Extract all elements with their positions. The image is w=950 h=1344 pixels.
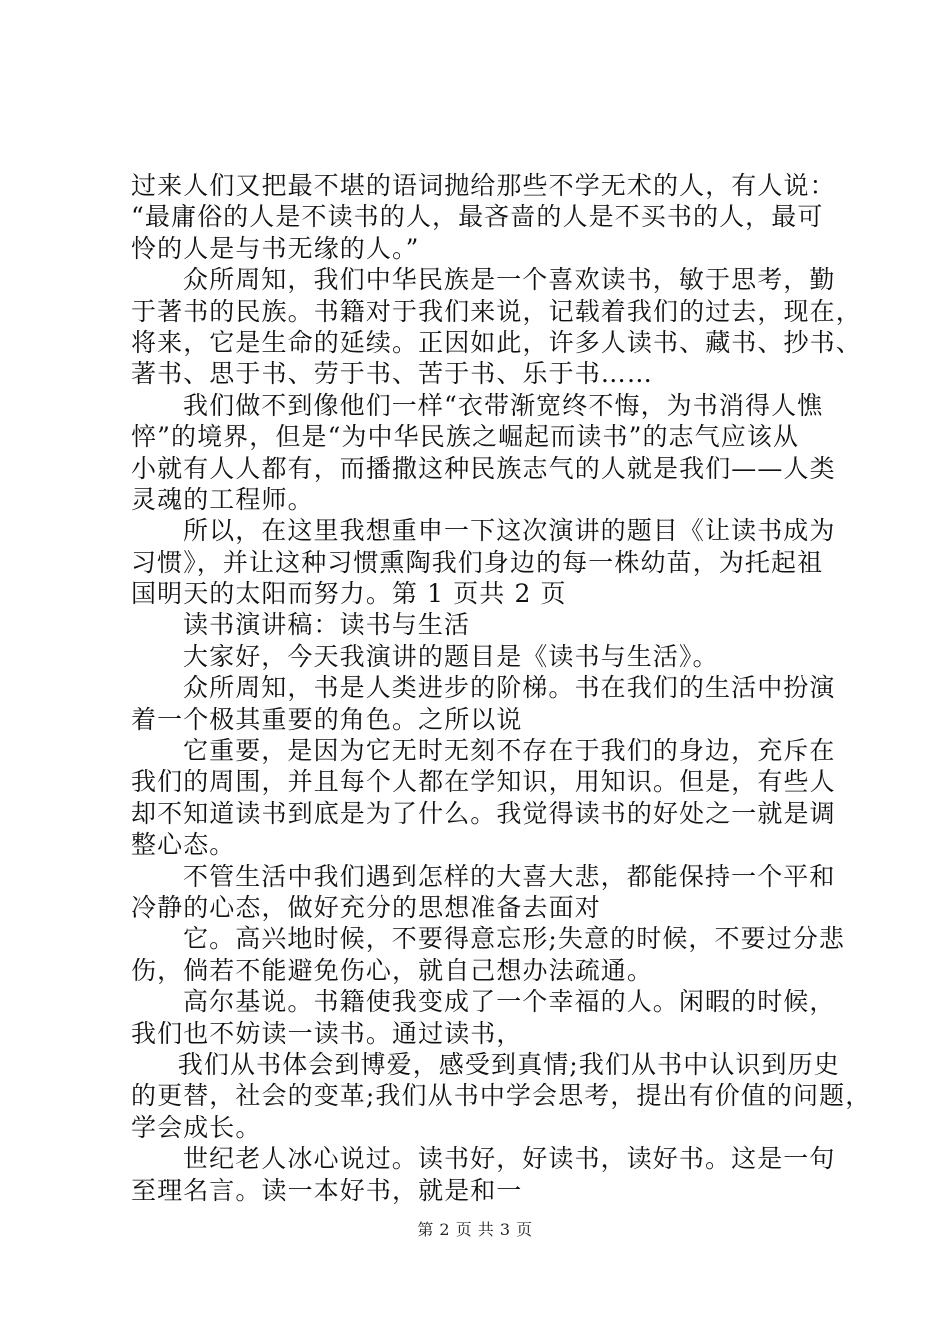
- text-line: 读书演讲稿：读书与生活: [183, 610, 471, 640]
- text-line: 不管生活中我们遇到怎样的大喜大悲，都能保持一个平和: [183, 861, 836, 891]
- text-line: 将来，它是生命的延续。正因如此，许多人读书、藏书、抄书、: [131, 327, 862, 357]
- text-line: 世纪老人冰心说过。读书好，好读书，读好书。这是一句: [183, 1144, 836, 1174]
- text-line: 整心态。: [131, 830, 236, 860]
- text-line: 它。高兴地时候，不要得意忘形;失意的时候，不要过分悲: [183, 924, 846, 954]
- text-line: 高尔基说。书籍使我变成了一个幸福的人。闲暇的时候，: [183, 987, 836, 1017]
- text-line: 我们从书体会到博爱，感受到真情;我们从书中认识到历史: [177, 1049, 840, 1079]
- text-line: 于著书的民族。书籍对于我们来说，记载着我们的过去，现在，: [131, 296, 862, 326]
- text-line: 学会成长。: [131, 1112, 262, 1142]
- text-line: 小就有人人都有，而播撒这种民族志气的人就是我们——人类: [131, 453, 836, 483]
- text-line: 却不知道读书到底是为了什么。我觉得读书的好处之一就是调: [131, 798, 836, 828]
- text-line: 着一个极其重要的角色。之所以说: [131, 704, 523, 734]
- text-line: 众所周知，我们中华民族是一个喜欢读书，敏于思考，勤: [183, 265, 836, 295]
- text-line: 我们的周围，并且每个人都在学知识，用知识。但是，有些人: [131, 767, 836, 797]
- text-line: 所以，在这里我想重申一下这次演讲的题目《让读书成为: [183, 516, 836, 546]
- page-footer: 第 2 页 共 3 页: [417, 1220, 533, 1239]
- text-line: 我们也不妨读一读书。通过读书，: [131, 1018, 523, 1048]
- text-line: 的更替，社会的变革;我们从书中学会思考，提出有价值的问题，: [131, 1081, 872, 1111]
- text-line: 冷静的心态，做好充分的思想准备去面对: [131, 892, 601, 922]
- text-line: 过来人们又把最不堪的语词抛给那些不学无术的人，有人说：: [131, 171, 836, 200]
- text-line: 众所周知，书是人类进步的阶梯。书在我们的生活中扮演: [183, 673, 836, 703]
- text-line: 习惯》，并让这种习惯熏陶我们身边的每一株幼苗，为托起祖: [131, 547, 824, 577]
- text-line: 悴”的境界，但是“为中华民族之崛起而读书”的志气应该从: [131, 422, 800, 452]
- text-line: “最庸俗的人是不读书的人，最吝啬的人是不买书的人，最可: [131, 202, 824, 232]
- text-line: 它重要，是因为它无时无刻不存在于我们的身边，充斥在: [183, 736, 836, 766]
- text-line: 灵魂的工程师。: [131, 484, 314, 514]
- text-line: 伤，倘若不能避免伤心，就自己想办法疏通。: [131, 955, 654, 985]
- text-line: 大家好，今天我演讲的题目是《读书与生活》。: [183, 641, 719, 671]
- text-line: 国明天的太阳而努力。第 1 页共 2 页: [131, 579, 567, 609]
- text-line: 至理名言。读一本好书，就是和一: [131, 1175, 523, 1205]
- text-line: 我们做不到像他们一样“衣带渐宽终不悔，为书消得人憔: [183, 390, 824, 420]
- text-line: 怜的人是与书无缘的人。”: [131, 233, 420, 263]
- document-body: [131, 170, 872, 1206]
- text-line: 著书、思于书、劳于书、苦于书、乐于书……: [131, 359, 654, 389]
